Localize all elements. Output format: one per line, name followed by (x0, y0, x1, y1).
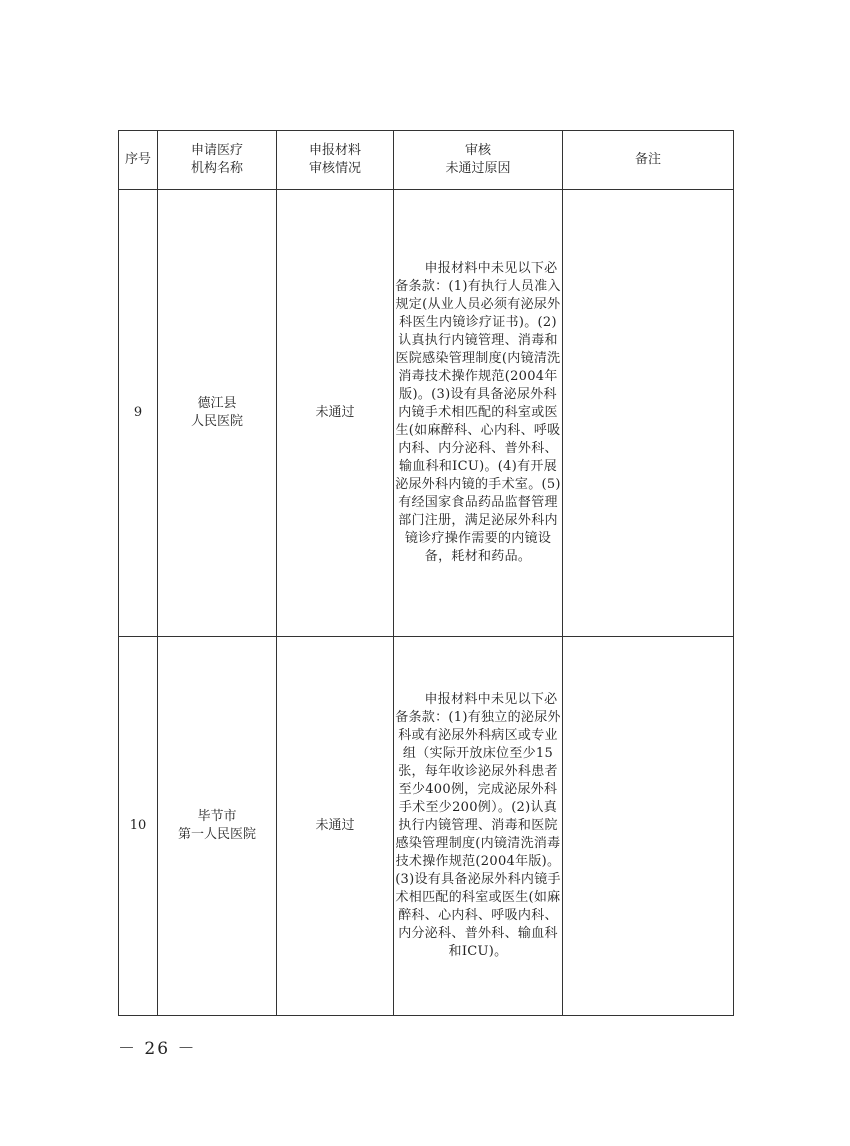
header-review-line2: 审核情况 (308, 161, 361, 176)
row-reason (394, 190, 563, 637)
table-header-row (119, 131, 734, 190)
header-review-line1: 申报材料 (308, 143, 361, 158)
row-seq: 9 (119, 190, 158, 637)
row-seq: 10 (119, 637, 158, 1016)
header-review (277, 131, 394, 190)
table-row (119, 637, 734, 1016)
review-table (118, 130, 734, 1016)
header-reason-line1: 审核 (464, 143, 491, 158)
institution-line2: 人民医院 (190, 414, 243, 429)
header-institution-line1: 申请医疗 (190, 143, 243, 158)
row-review-status: 未通过 (277, 637, 394, 1016)
header-seq: 序号 (119, 131, 158, 190)
row-remark (563, 190, 734, 637)
institution-line1: 毕节市 (197, 809, 237, 824)
row-institution (158, 190, 277, 637)
reason-text: 申报材料中未见以下必备条款：(1)有执行人员准入规定(从业人员必须有泌尿外科医生内镜诊疗证书)。(2)认真执行内镜管理、消毒和医院感染管理制度(内镜清洗消毒技术操作规范(2004年版)。(3)设有具备泌尿外科内镜手术相匹配的科室或医生(如麻醉科、心内科、呼吸内科、内分泌科、普外科、输血科和ICU)。(4)有开展泌尿外科内镜的手术室。(5)有经国家食品药品监督管理部门注册，满足泌尿外科内镜诊疗操作需要的内镜设备，耗材和药品。 (395, 261, 561, 564)
page-number: － 26 － (118, 1039, 197, 1059)
header-institution-line2: 机构名称 (190, 161, 243, 176)
row-remark (563, 637, 734, 1016)
row-institution (158, 637, 277, 1016)
header-remark: 备注 (563, 131, 734, 190)
row-review-status: 未通过 (277, 190, 394, 637)
institution-line1: 德江县 (197, 396, 237, 411)
header-institution (158, 131, 277, 190)
header-reason (394, 131, 563, 190)
institution-line2: 第一人民医院 (177, 827, 256, 842)
reason-text: 申报材料中未见以下必备条款：(1)有独立的泌尿外科或有泌尿外科病区或专业组（实际开放床位至少15张，每年收诊泌尿外科患者至少400例，完成泌尿外科手术至少200例）。(2)认真执行内镜管理、消毒和医院感染管理制度(内镜清洗消毒技术操作规范(2004年版)。(3)设有具备泌尿外科内镜手术相匹配的科室或医生(如麻醉科、心内科、呼吸内科、内分泌科、普外科、输血科和ICU)。 (395, 692, 561, 959)
row-reason (394, 637, 563, 1016)
header-reason-line2: 未通过原因 (445, 161, 511, 176)
table-row (119, 190, 734, 637)
